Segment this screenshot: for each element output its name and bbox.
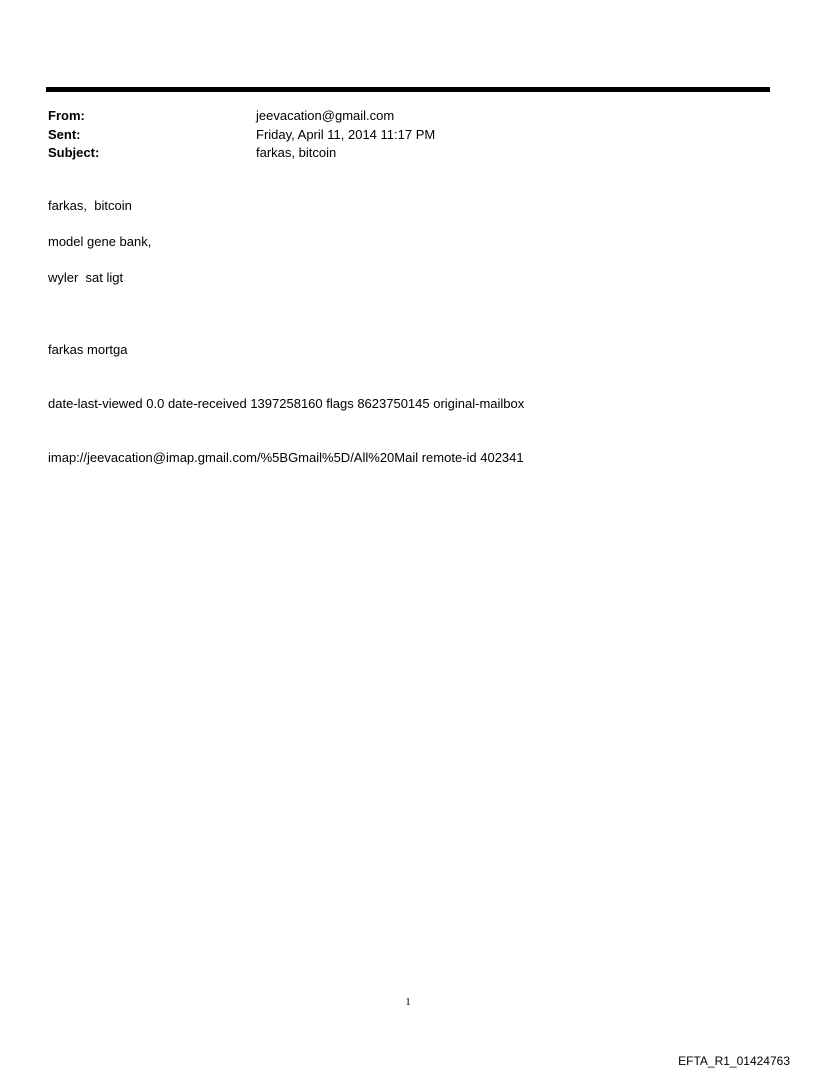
body-paragraph: farkas, bitcoin bbox=[48, 198, 132, 213]
body-paragraph: wyler sat ligt bbox=[48, 270, 124, 285]
from-row bbox=[48, 107, 748, 126]
from-label: From: bbox=[48, 108, 85, 123]
bates-number: EFTA_R1_01424763 bbox=[678, 1054, 790, 1068]
email-header bbox=[48, 107, 748, 163]
subject-label: Subject: bbox=[48, 145, 100, 160]
header-divider bbox=[46, 87, 770, 92]
sent-label: Sent: bbox=[48, 126, 81, 142]
body-final-block bbox=[48, 305, 748, 503]
from-value: jeevacation@gmail.com bbox=[256, 108, 395, 123]
body-line: farkas mortga bbox=[48, 342, 128, 357]
subject-row bbox=[48, 144, 748, 163]
body-line: date-last-viewed 0.0 date-received 1397258160 flags 8623750145 original-mailbox bbox=[48, 396, 525, 411]
sent-row bbox=[48, 126, 748, 145]
subject-value: farkas, bitcoin bbox=[256, 145, 337, 160]
page-number: 1 bbox=[405, 996, 411, 1008]
sent-value: Friday, April 11, 2014 11:17 PM bbox=[256, 126, 436, 142]
body-line: imap://jeevacation@imap.gmail.com/%5BGmail%5D/All%20Mail remote-id 402341 bbox=[48, 450, 524, 465]
body-paragraph: model gene bank, bbox=[48, 234, 152, 249]
email-body bbox=[48, 197, 748, 503]
